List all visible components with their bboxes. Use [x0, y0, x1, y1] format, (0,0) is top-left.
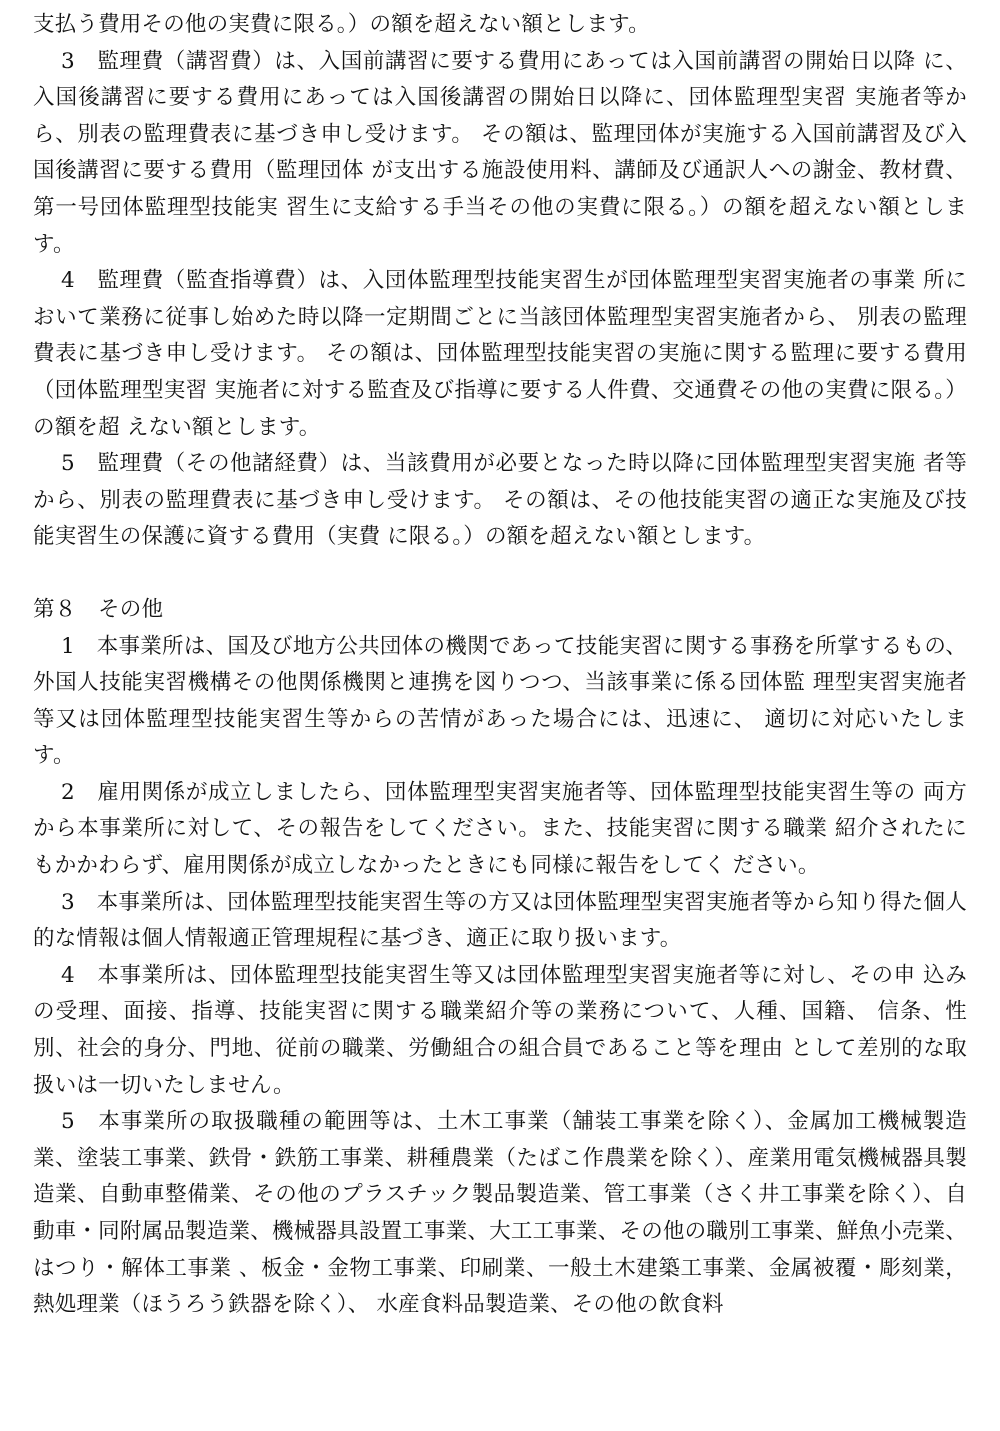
paragraph-section8-item-3: 3 本事業所は、団体監理型技能実習生等の方又は団体監理型実習実施者等から知り得た個人的な情報は個人情報適正管理規程に基づき、適正に取り扱います。: [33, 889, 967, 952]
section-spacer: [33, 556, 967, 592]
paragraph-item-3-lecture-fee: 3 監理費（講習費）は、入国前講習に要する費用にあっては入国前講習の開始日以降 に、入国後講習に要する費用にあっては入国後講習の開始日以降に、団体監理型実習 実施者等から、別表の監理費表に基づき申し受けます。 その額は、監理団体が実施する入国前講習及び入国後講習に要する費用（監理団体 が支出する施設使用料、講師及び通訳人への謝金、教材費、第一号団体監理型技能実 習生に支給する手当その他の実費に限る。）の額を超えない額とします。: [33, 48, 967, 257]
paragraph-item-4-audit-fee: 4 監理費（監査指導費）は、入団体監理型技能実習生が団体監理型実習実施者の事業 所において業務に従事し始めた時以降一定期間ごとに当該団体監理型実習実施者から、 別表の監理費表に基づき申し受けます。 その額は、団体監理型技能実習の実施に関する監理に要する費用（団体監理型実習 実施者に対する監査及び指導に要する人件費、交通費その他の実費に限る。）の額を超 えない額とします。: [33, 268, 967, 440]
paragraph-section8-item-4: 4 本事業所は、団体監理型技能実習生等又は団体監理型実習実施者等に対し、その申 込みの受理、面接、指導、技能実習に関する職業紹介等の業務について、人種、国籍、 信条、性別、社会的身分、門地、従前の職業、労働組合の組合員であること等を理由 として差別的な取扱いは一切いたしません。: [33, 962, 967, 1098]
paragraph-section8-item-2: 2 雇用関係が成立しましたら、団体監理型実習実施者等、団体監理型技能実習生等の 両方から本事業所に対して、その報告をしてください。また、技能実習に関する職業 紹介されたにもかかわらず、雇用関係が成立しなかったときにも同様に報告をしてく ださい。: [33, 779, 967, 879]
paragraph-continued: 支払う費用その他の実費に限る。）の額を超えない額とします。: [33, 12, 650, 37]
paragraph-item-5-other-expenses: 5 監理費（その他諸経費）は、当該費用が必要となった時以降に団体監理型実習実施 者等から、別表の監理費表に基づき申し受けます。 その額は、その他技能実習の適正な実施及び技能実習生の保護に資する費用（実費 に限る。）の額を超えない額とします。: [33, 451, 967, 550]
paragraph-section8-item-1: 1 本事業所は、国及び地方公共団体の機関であって技能実習に関する事務を所掌するもの、外国人技能実習機構その他関係機関と連携を図りつつ、当該事業に係る団体監 理型実習実施者等又は団体監理型技能実習生等からの苦情があった場合には、迅速に、 適切に対応いたします。: [33, 633, 967, 769]
paragraph-section8-item-5: 5 本事業所の取扱職種の範囲等は、土木工事業（舗装工事業を除く）、金属加工機械製造業、塗装工事業、鉄骨・鉄筋工事業、耕種農業（たばこ作農業を除く）、産業用電気機械器具製造業、自動車整備業、その他のプラスチック製品製造業、管工事業（さく井工事業を除く）、自動車・同附属品製造業、機械器具設置工事業、大工工事業、その他の職別工事業、鮮魚小売業、はつり・解体工事業 、板金・金物工事業、印刷業、一般土木建築工事業、金属被覆・彫刻業，熱処理業（ほうろう鉄器を除く）、 水産食料品製造業、その他の飲食料: [33, 1109, 967, 1318]
section-heading: 第８ その他: [33, 596, 164, 622]
document-page: [33, 7, 967, 1324]
